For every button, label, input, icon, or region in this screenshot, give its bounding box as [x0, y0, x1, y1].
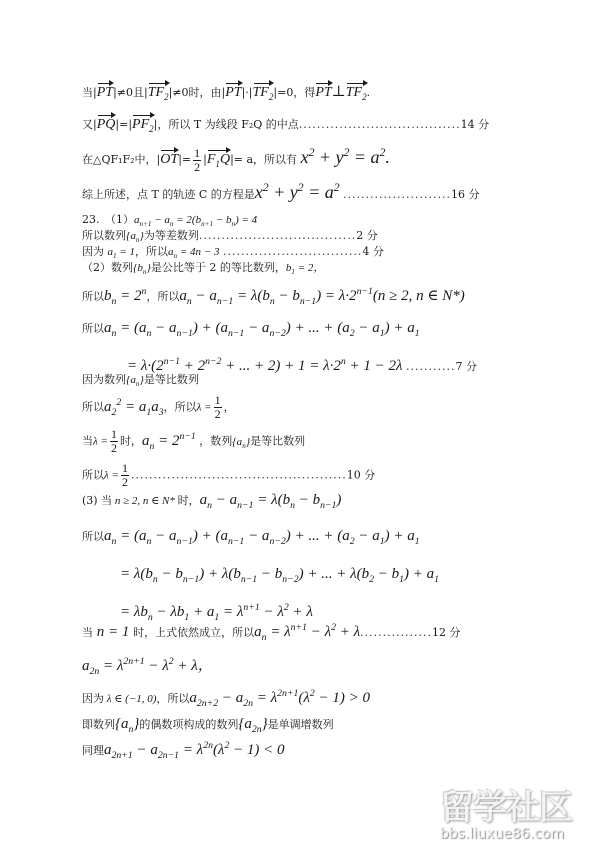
text: |≠0时，由|	[168, 86, 226, 99]
line-lambda-result	[82, 462, 375, 489]
text: 因为	[82, 245, 104, 258]
formula: $a_{2n+1} - a_{2n-1} = \lambda^{2n}(\lambda^2 - 1) < 0$	[104, 740, 285, 761]
perp-symbol: ⊥	[331, 84, 346, 100]
leader-dots: ...............................	[222, 245, 363, 258]
text: 因为数列	[82, 373, 126, 386]
line-conclusion	[82, 180, 480, 203]
formula: $a_{2n+2} - a_{2n} = \lambda^{2n+1}(\lambda^2 - 1) > 0$	[189, 688, 370, 709]
watermark-url: bbs.liuxue86.com	[440, 826, 565, 842]
formula: $a_1 = 1$	[107, 246, 136, 261]
formula: $\{b_n\}$	[133, 262, 151, 277]
text: 当	[82, 626, 93, 639]
text: 又|	[82, 118, 97, 131]
text: 为等差数列	[143, 229, 199, 242]
text: ，数列	[199, 434, 233, 448]
score-2: 2 分	[356, 229, 378, 242]
formula: λ =	[93, 435, 108, 448]
formula: $a_{2n} = \lambda^{2n+1} - \lambda^2 + \lambda$，	[82, 656, 213, 677]
formula: = $\lambda b_n - \lambda b_1 + a_1 = \lambda^{n+1} - \lambda^2 + \lambda$	[120, 602, 313, 623]
formula: $a_n = \lambda^{n+1} - \lambda^2 + \lambda$	[254, 622, 361, 643]
fraction-half: $\frac{1}{2}$	[214, 393, 221, 421]
line-lambda-sum	[120, 566, 439, 588]
formula: $a_n = 2^{n-1}$	[141, 430, 196, 452]
formula: $\{a_n\}$	[126, 374, 144, 389]
vector-OT: OT	[160, 149, 178, 168]
score-16: 16 分	[451, 188, 480, 201]
formula: $\{a_n\}$	[232, 435, 251, 450]
text: |	[203, 153, 207, 166]
text: 综上所述，点 T 的轨迹 C 的方程是	[82, 188, 255, 201]
formula: $a_n = (a_n - a_{n-1}) + (a_{n-1} - a_{n-2})$ + ... + $(a_2 - a_1) + a_1$	[104, 528, 420, 547]
text: 所以	[82, 400, 104, 414]
formula: $\{a_n\}$	[115, 716, 140, 735]
text: 所以	[82, 290, 104, 303]
text: 是公比等于 2 的等比数列，	[150, 261, 286, 274]
fraction-half: $\frac{1}{2}$	[110, 427, 117, 455]
line-telescoping-2	[82, 528, 420, 550]
text: 时，上式依然成立，所以	[133, 626, 255, 639]
line-telescoping	[82, 320, 420, 342]
text: 的偶数项构成的数列	[139, 718, 239, 731]
score-12: 12 分	[432, 626, 461, 639]
formula: $a_n = (a_n - a_{n-1}) + (a_{n-1} - a_{n-2})$ + ... + $(a_2 - a_1) + a_1$	[104, 320, 420, 339]
formula: = $\lambda\cdot(2^{n-1} + 2^{n-2}$ + ... + $2) + 1 = \lambda\cdot 2^n + 1 - 2\lambda$	[127, 356, 403, 374]
formula: λ ∈ (−1, 0)	[104, 693, 157, 705]
vector-PT: PT	[225, 82, 241, 101]
text: |= a，所以有	[230, 153, 298, 166]
formula: λ =	[104, 469, 119, 482]
text: 所以	[82, 468, 104, 482]
fraction-half: $\frac{1}{2}$	[121, 461, 128, 489]
formula: $\{a_{2n}\}$	[238, 716, 268, 735]
formula: $\{a_n\}$	[126, 230, 144, 245]
text: 是等比数列	[250, 434, 306, 448]
text: |=	[178, 153, 192, 166]
vector-TF2: $TF_2$	[346, 82, 367, 105]
circle-equation: $x^2 + y^2 = a^2$.	[300, 146, 390, 167]
text: 因为	[82, 692, 104, 705]
score-4: 4 分	[362, 245, 384, 258]
text: |=0，得	[273, 86, 316, 99]
text: 同理	[82, 744, 104, 757]
score-7: 7 分	[455, 360, 478, 373]
line-triangle	[82, 145, 390, 174]
text: .	[366, 86, 371, 99]
line-lambda-check	[82, 428, 305, 455]
text: |·|	[241, 86, 253, 99]
formula: $b_n = 2^n$	[104, 286, 147, 307]
watermark-title: 留学社区	[440, 788, 572, 828]
line-lambda-solve: 所以$a_2^2 = a_1a_3$，所以λ = $\frac{1}{2}$ ，	[82, 393, 235, 421]
score-14: 14 分	[460, 118, 490, 131]
formula: n ≥ 2, n ∈ N*	[112, 495, 178, 507]
text: 所以	[82, 530, 104, 543]
line-perpendicular-condition	[82, 82, 370, 105]
leader-dots: ....................................	[298, 118, 461, 131]
text: 所以数列	[82, 229, 126, 242]
formula: λ =	[196, 401, 212, 414]
leader-dots: ........................	[343, 188, 451, 201]
line-q23-part3	[82, 492, 341, 514]
text: 即数列	[82, 718, 115, 731]
text: 时，	[119, 434, 142, 448]
watermark-logo	[440, 790, 600, 848]
text: 所以	[82, 322, 104, 335]
leader-dots: ................	[360, 626, 433, 639]
circle-equation: $x^2 + y^2 = a^2$	[254, 181, 340, 202]
vector-PF2: $PF_2$	[132, 114, 154, 137]
formula: = $\lambda(b_n - b_{n-1}) + \lambda(b_{n-1} - b_{n-2})$ + ... + $\lambda(b_2 - b_1) + a_1$	[120, 566, 439, 585]
leader-dots: ................................................	[130, 468, 347, 482]
line-midpoint	[82, 114, 489, 137]
formula: $a_n - a_{n-1} = \lambda(b_n - b_{n-1})$	[199, 492, 342, 511]
text: 是单调增数列	[267, 718, 334, 731]
text: 在△QF₁F₂中，|	[82, 153, 161, 166]
formula: $a_2^2 = a_1a_3$	[104, 396, 164, 418]
text: |=|	[115, 118, 133, 131]
text: 是等比数列	[143, 373, 199, 386]
line-geometric-given	[82, 372, 199, 392]
text: |，所以 T 为线段 F₂Q 的中点	[153, 118, 299, 131]
text: |≠0且|	[113, 86, 148, 99]
text: ，所以	[135, 245, 169, 258]
text: ，所以	[146, 290, 180, 303]
text: (3) 当	[82, 494, 113, 507]
line-even-increasing	[82, 686, 370, 712]
text: （2）数列	[82, 261, 133, 274]
leader-dots: ...................................	[198, 229, 357, 242]
vector-F1Q: $F_1Q$	[207, 149, 230, 172]
question-number: 23. （1）	[82, 213, 134, 226]
vector-PT: PT	[97, 82, 113, 101]
vector-TF2: $TF_2$	[253, 82, 274, 105]
line-bn	[82, 284, 465, 310]
text: ，所以	[163, 400, 197, 414]
formula: $a_{n+1} - a_n = 2(b_{n+1} - b_n) = 4$	[134, 214, 258, 229]
line-odd-decreasing	[82, 738, 285, 764]
text: ，所以	[156, 692, 190, 705]
line-q23-part2	[82, 260, 324, 280]
text: 时，	[177, 494, 200, 507]
vector-TF2: $TF_2$	[148, 82, 169, 105]
formula: $b_1 = 2$，	[285, 262, 325, 277]
fraction-half: $\frac{1}{2}$	[194, 145, 201, 174]
line-monotonic	[82, 716, 334, 738]
score-10: 10 分	[346, 468, 376, 482]
vector-PQ: PQ	[97, 114, 116, 133]
leader-dots: ...........	[406, 360, 456, 373]
formula: $a_n - a_{n-1} = \lambda(b_n - b_{n-1}) = \lambda\cdot 2^{n-1}(n \ge 2$, n ∈ N*)	[179, 286, 465, 307]
text: 当|	[82, 86, 97, 99]
line-n-equals-1	[82, 620, 461, 646]
formula: $a_n = 4n - 3$	[168, 246, 220, 261]
formula: n = 1	[93, 624, 134, 640]
line-a2n	[82, 654, 213, 680]
vector-PT: PT	[315, 82, 331, 101]
text: 当	[82, 434, 93, 448]
